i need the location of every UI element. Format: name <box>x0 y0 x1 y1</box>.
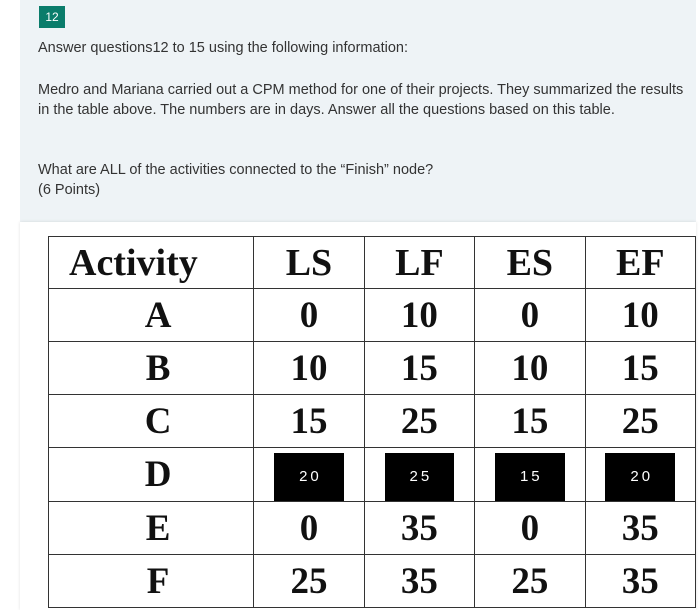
cell-ef: 35 <box>585 502 695 555</box>
cell-activity: F <box>49 555 254 608</box>
question-intro: Answer questions12 to 15 using the following information: <box>38 40 408 56</box>
cell-es: 10 <box>475 342 585 395</box>
header-ls: LS <box>254 237 364 289</box>
question-points: (6 Points) <box>38 182 101 198</box>
cell-ls: 10 <box>254 342 364 395</box>
cell-lf <box>364 448 474 502</box>
cell-activity: D <box>49 448 254 502</box>
question-prompt: What are ALL of the activities connected to the “Finish” node? <box>38 162 434 178</box>
cell-lf: 25 <box>364 395 474 448</box>
cell-es <box>475 448 585 502</box>
cell-lf: 35 <box>364 555 474 608</box>
question-context: Medro and Mariana carried out a CPM method for one of their projects. They summarized the results in the table above. The numbers are in days. Answer all the questions based on this table. <box>38 82 684 118</box>
table-row <box>49 555 696 608</box>
cell-es: 25 <box>475 555 585 608</box>
cell-activity: C <box>49 395 254 448</box>
header-lf: LF <box>364 237 474 289</box>
cell-ls: 0 <box>254 289 364 342</box>
header-activity: Activity <box>49 237 254 289</box>
cell-ls: 0 <box>254 502 364 555</box>
cell-ls <box>254 448 364 502</box>
masked-value: 15 <box>495 453 565 501</box>
cell-ef: 10 <box>585 289 695 342</box>
cell-ef: 25 <box>585 395 695 448</box>
table-row <box>49 502 696 555</box>
masked-value: 25 <box>385 453 455 501</box>
table-image-frame <box>20 222 696 610</box>
cell-es: 0 <box>475 289 585 342</box>
question-number-badge: 12 <box>39 6 65 28</box>
cell-activity: A <box>49 289 254 342</box>
table-row <box>49 395 696 448</box>
header-es: ES <box>475 237 585 289</box>
cell-es: 0 <box>475 502 585 555</box>
header-ef: EF <box>585 237 695 289</box>
cell-es: 15 <box>475 395 585 448</box>
masked-value: 20 <box>605 453 675 501</box>
cell-lf: 35 <box>364 502 474 555</box>
cell-ef: 35 <box>585 555 695 608</box>
cell-activity: B <box>49 342 254 395</box>
table-row <box>49 342 696 395</box>
table-row <box>49 289 696 342</box>
question-card <box>20 0 696 222</box>
cell-ls: 15 <box>254 395 364 448</box>
cell-ls: 25 <box>254 555 364 608</box>
table-row <box>49 448 696 502</box>
table-header-row <box>49 237 696 289</box>
cell-ef: 15 <box>585 342 695 395</box>
cell-ef <box>585 448 695 502</box>
masked-value: 20 <box>274 453 344 501</box>
cell-lf: 15 <box>364 342 474 395</box>
cell-activity: E <box>49 502 254 555</box>
cpm-table <box>48 236 696 608</box>
cell-lf: 10 <box>364 289 474 342</box>
